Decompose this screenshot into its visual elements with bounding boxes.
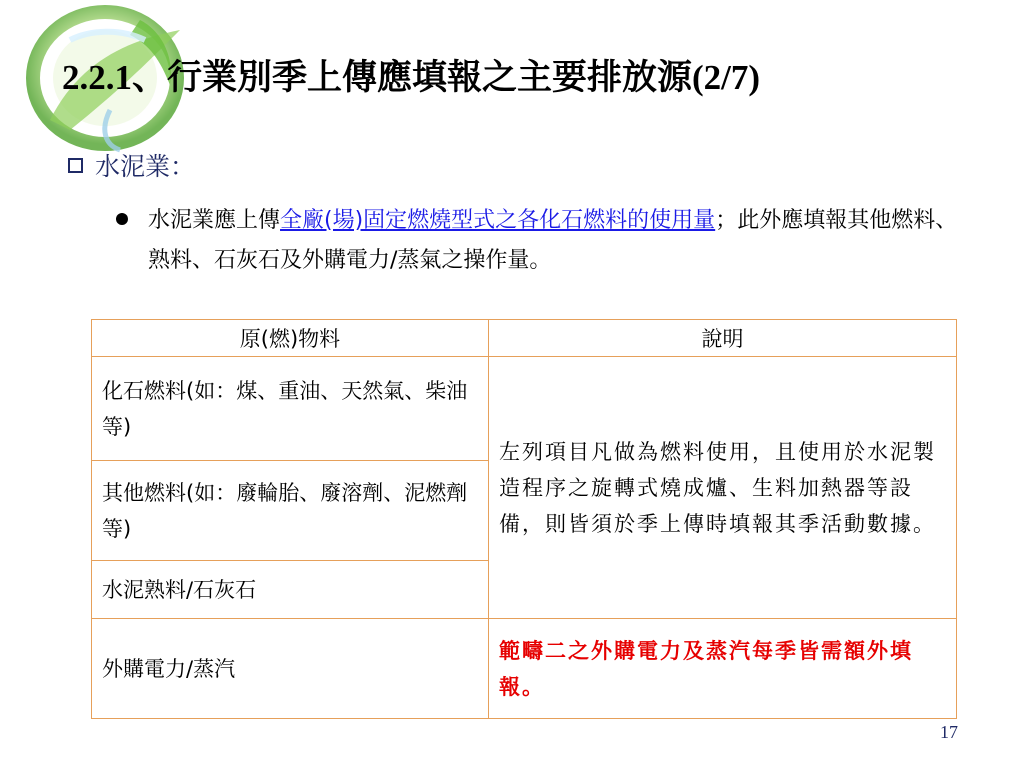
material-cell: 其他燃料(如：廢輪胎、廢溶劑、泥燃劑等) — [92, 461, 489, 561]
fuel-usage-link[interactable]: 全廠(場)固定燃燒型式之各化石燃料的使用量 — [280, 208, 716, 233]
table-row — [92, 619, 957, 719]
shared-description-cell: 左列項目凡做為燃料使用，且使用於水泥製造程序之旋轉式燒成爐、生料加熱器等設備，則皆須於季上傳時填報其季活動數據。 — [489, 357, 957, 619]
header-description: 說明 — [489, 320, 957, 357]
materials-table — [91, 319, 957, 719]
section-label: 水泥業： — [95, 152, 196, 181]
table-row — [92, 357, 957, 461]
emphasis-note-cell: 範疇二之外購電力及蒸汽每季皆需額外填報。 — [489, 619, 957, 719]
page-number: 17 — [940, 722, 958, 742]
material-cell: 水泥熟料/石灰石 — [92, 561, 489, 619]
table-header-row — [92, 320, 957, 357]
section-heading — [68, 147, 195, 183]
material-cell: 外購電力/蒸汽 — [92, 619, 489, 719]
material-cell: 化石燃料(如：煤、重油、天然氣、柴油等) — [92, 357, 489, 461]
checkbox-icon — [68, 158, 83, 173]
bullet-prefix: 水泥業應上傳 — [148, 208, 281, 233]
bullet-paragraph — [148, 201, 978, 281]
page-title: 2.2.1、行業別季上傳應填報之主要排放源(2/7) — [62, 58, 761, 97]
header-material: 原(燃)物料 — [92, 320, 489, 357]
bullet-dot-icon — [116, 213, 128, 225]
bullet-suffix: ；此外應填報其他燃料、熟料、石灰石及外購電力/蒸氣之操作量。 — [148, 208, 958, 273]
